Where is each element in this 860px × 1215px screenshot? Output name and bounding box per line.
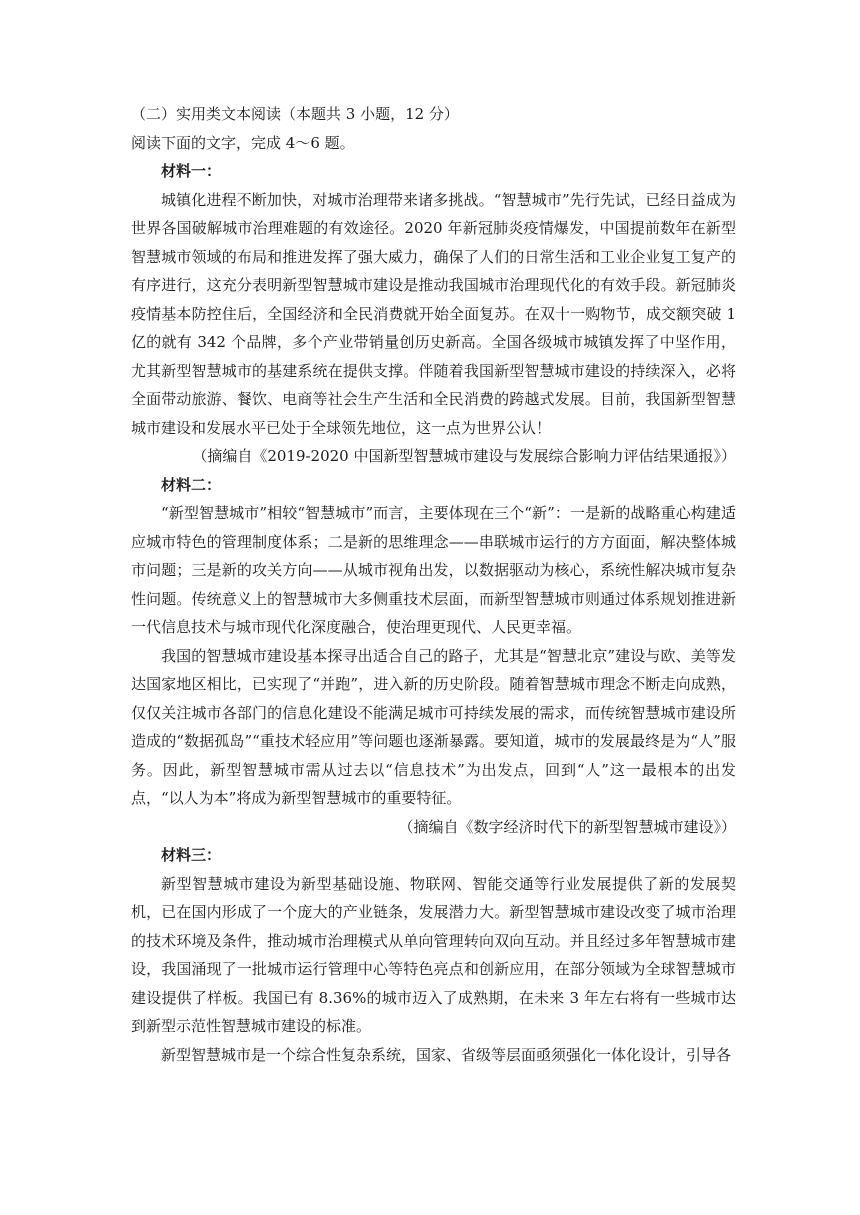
- material-1-paragraph: 城镇化进程不断加快，对城市治理带来诸多挑战。“智慧城市”先行先试，已经日益成为世界各国破解城市治理难题的有效途径。2020 年新冠肺炎疫情爆发，中国提前数年在新型智慧城市领域的布局和推进发挥了强大威力，确保了人们的日常生活和工业企业复工复产的有序进行，这充分表明新型智慧城市建设是推动我国城市治理现代化的有效手段。新冠肺炎疫情基本防控住后，全国经济和全民消费就开始全面复苏。在双十一购物节，成交额突破 1 亿的就有 342 个品牌，多个产业带销量创历史新高。全国各级城市城镇发挥了中坚作用，尤其新型智慧城市的基建系统在提供支撑。伴随着我国新型智慧城市建设的持续深入，必将全面带动旅游、餐饮、电商等社会生产生活和全民消费的跨越式发展。目前，我国新型智慧城市建设和发展水平已处于全球领先地位，这一点为世界公认！: [131, 190, 736, 437]
- material-1-source: （摘编自《2019-2020 中国新型智慧城市建设与发展综合影响力评估结果通报》）: [192, 447, 736, 465]
- material-2-heading: 材料二：: [161, 475, 222, 494]
- document-page: [131, 100, 736, 1069]
- material-2-source: （摘编自《数字经济时代下的新型智慧城市建设》）: [398, 817, 736, 836]
- section-title: （二）实用类文本阅读（本题共 3 小题，12 分）: [131, 105, 459, 123]
- material-3-paragraph: 新型智慧城市建设为新型基础设施、物联网、智能交通等行业发展提供了新的发展契机，已在国内形成了一个庞大的产业链条，发展潜力大。新型智慧城市建设改变了城市治理的技术环境及条件，推动城市治理模式从单向管理转向双向互动。并且经过多年智慧城市建设，我国涌现了一批城市运行管理中心等特色亮点和创新应用，在部分领域为全球智慧城市建设提供了样板。我国已有 8.36%的城市迈入了成熟期，在未来 3 年左右将有一些城市达到新型示范性智慧城市建设的标准。: [131, 874, 736, 1035]
- material-2-paragraph: “新型智慧城市”相较“智慧城市”而言，主要体现在三个“新”：一是新的战略重心构建适应城市特色的管理制度体系；二是新的思维理念——串联城市运行的方方面面，解决整体城市问题；三是新的攻关方向——从城市视角出发，以数据驱动为核心，系统性解决城市复杂性问题。传统意义上的智慧城市大多侧重技术层面，而新型智慧城市则通过体系规划推进新一代信息技术与城市现代化深度融合，使治理更现代、人民更幸福。: [131, 504, 736, 636]
- material-3-paragraph: 新型智慧城市是一个综合性复杂系统，国家、省级等层面亟须强化一体化设计，引导各: [161, 1045, 732, 1064]
- material-3-heading: 材料三：: [161, 846, 222, 864]
- material-1-heading: 材料一：: [161, 162, 222, 180]
- instruction-text: 阅读下面的文字，完成 4～6 题。: [131, 133, 355, 152]
- material-2-paragraph: 我国的智慧城市建设基本探寻出适合自己的路子，尤其是“智慧北京”建设与欧、美等发达国家地区相比，已实现了“并跑”，进入新的历史阶段。随着智慧城市理念不断走向成熟，仅仅关注城市各部门的信息化建设不能满足城市可持续发展的需求，而传统智慧城市建设所造成的“数据孤岛”“重技术轻应用”等问题也逐渐暴露。要知道，城市的发展最终是为“人”服务。因此，新型智慧城市需从过去以“信息技术”为出发点，回到“人”这一最根本的出发点，“以人为本”将成为新型智慧城市的重要特征。: [131, 646, 736, 807]
